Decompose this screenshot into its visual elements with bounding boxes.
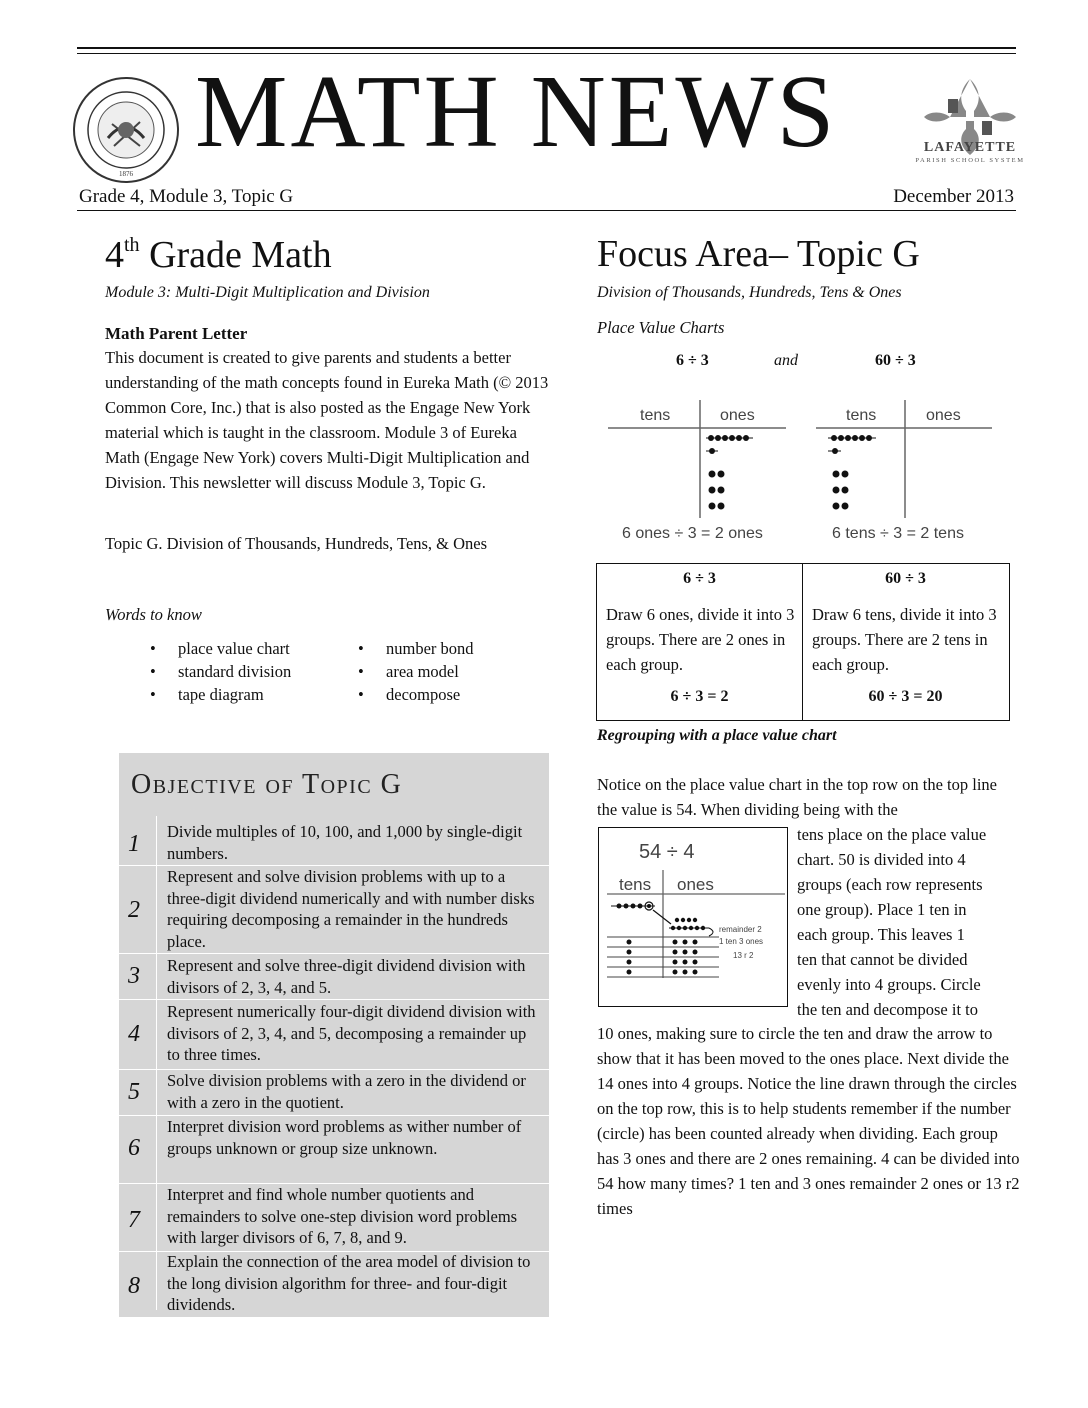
charts-label: Place Value Charts [597, 318, 725, 337]
topic-line: Topic G. Division of Thousands, Hundreds, Tens, & Ones [105, 534, 488, 553]
table-text-2: Draw 6 tens, divide it into 3 groups. There are 2 tens in each group. [812, 605, 997, 674]
issue-date: December 2013 [893, 186, 1014, 207]
grade-heading: 4th Grade Math [105, 234, 332, 276]
figure-tens-header: tens [619, 875, 652, 894]
vocabulary-list-1 [140, 637, 291, 706]
svg-text:1876: 1876 [119, 170, 133, 178]
place-value-chart-ones [608, 396, 788, 546]
table-text-1: Draw 6 ones, divide it into 3 groups. There are 2 ones in each group. [606, 605, 795, 674]
vocab-item: • tape diagram [140, 683, 291, 706]
table-header-2: 60 ÷ 3 [885, 570, 926, 587]
regroup-body: 10 ones, making sure to circle the ten and draw the arrow to show that it has been moved to the ones place. Next divide the 14 ones into 4 groups. Notice the line drawn through the circles on the top row, this is to help students remember if the number (circle) has been counted already when dividing. Each group has 3 ones and there are 2 ones remaining. 4 can be divided into 54 how many times? 1 ten and 3 ones remainder 2 ones or 13 r2 times [597, 1024, 1020, 1218]
grade-module-line: Grade 4, Module 3, Topic G [79, 186, 294, 207]
place-value-chart-tens [816, 396, 996, 546]
module-subtitle: Module 3: Multi-Digit Multiplication and Division [105, 284, 430, 301]
focus-heading: Focus Area– Topic G [597, 233, 920, 275]
chart2-caption: 6 tens ÷ 3 = 2 tens [832, 525, 964, 542]
figure-note-remainder: remainder 2 [719, 925, 762, 934]
chart2-ones-header: ones [926, 407, 961, 424]
chart1-caption: 6 ones ÷ 3 = 2 ones [622, 525, 763, 542]
figure-ones-header: ones [677, 875, 714, 894]
chart2-tens-header: tens [846, 407, 877, 424]
chart1-tens-header: tens [640, 407, 671, 424]
focus-subtitle: Division of Thousands, Hundreds, Tens & Ones [597, 284, 902, 301]
vocabulary-list-2 [348, 637, 474, 706]
figure-note-tens-ones: 1 ten 3 ones [719, 937, 764, 946]
logo-name: LAFAYETTE [923, 140, 1017, 155]
figure-note-answer: 13 r 2 [733, 951, 754, 960]
objectives-title: Objective of Topic G [131, 769, 403, 800]
objective-row: 4 Represent numerically four-digit dividend division with divisors of 2, 3, 4, and 5, decomposing a remainder up to three times. [119, 999, 549, 1070]
masthead-subheader [77, 186, 1016, 211]
vocab-item: • standard division [140, 660, 291, 683]
chart2-disks [828, 435, 876, 510]
objectives-box [119, 753, 549, 1317]
logo-subtitle: PARISH SCHOOL SYSTEM [915, 157, 1025, 164]
masthead-rule [77, 47, 1016, 49]
equation-1: 6 ÷ 3 [676, 352, 709, 369]
and-word: and [774, 352, 798, 369]
objective-row: 8 Explain the connection of the area model of division to the long division algorithm for three- and four-digit dividends. [128, 1252, 531, 1314]
figure-title: 54 ÷ 4 [639, 841, 695, 863]
chart1-ones-header: ones [720, 407, 755, 424]
vocab-item: • number bond [348, 637, 474, 660]
objective-row: 3 Represent and solve three-digit dividend division with divisors of 2, 3, 4, and 5. [119, 953, 549, 1000]
table-answer-2: 60 ÷ 3 = 20 [868, 688, 943, 705]
vocab-item: • place value chart [140, 637, 291, 660]
chart1-disks [706, 435, 753, 510]
regroup-label: Regrouping with a place value chart [597, 727, 837, 744]
regroup-side-text: tens place on the place value chart. 50 is divided into 4 groups (each row represents one group). Place 1 ten in each group. This leaves 1 ten that cannot be divided evenly into 4 groups. Circle the ten and decompose it to [797, 825, 987, 1019]
letter-body: This document is created to give parents and students a better understanding of the math concepts found in Eureka Math (© 2013 Common Core, Inc.) that is also posted as the Engage New York material which is taught in the classroom. Module 3 of Eureka Math (Engage New York) covers Multi-Digit Multiplication and Division. This newsletter will discuss Module 3, Topic G. [105, 348, 549, 492]
letter-title: Math Parent Letter [105, 324, 248, 343]
objective-row: 7 Interpret and find whole number quotients and remainders to solve one-step division word problems with larger divisors of 6, 7, 8, and 9. [119, 1183, 549, 1252]
vocab-item: • decompose [348, 683, 474, 706]
table-header-1: 6 ÷ 3 [683, 570, 716, 587]
regrouping-figure-54-div-4 [598, 827, 788, 1007]
vocab-item: • area model [348, 660, 474, 683]
division-comparison-table [596, 563, 1010, 721]
objective-row: 2 Represent and solve division problems with up to a three-digit dividend numerically and with number disks requiring decomposing a remainder in the hundreds place. [119, 865, 549, 954]
objective-row: 1 Divide multiples of 10, 100, and 1,000 by single-digit numbers. [119, 819, 549, 866]
table-answer-1: 6 ÷ 3 = 2 [670, 688, 729, 705]
regroup-intro: Notice on the place value chart in the top row on the top line the value is 54. When dividing being with the [597, 775, 997, 819]
newsletter-title: MATH NEWS [195, 54, 838, 169]
objective-row: 5 Solve division problems with a zero in the dividend or with a zero in the quotient. [119, 1069, 549, 1116]
objective-row: 6 Interpret division word problems as wither number of groups unknown or group size unknown. [119, 1115, 549, 1184]
words-title: Words to know [105, 605, 202, 624]
parish-school-board-seal-icon [72, 76, 180, 184]
equation-2: 60 ÷ 3 [875, 352, 916, 369]
